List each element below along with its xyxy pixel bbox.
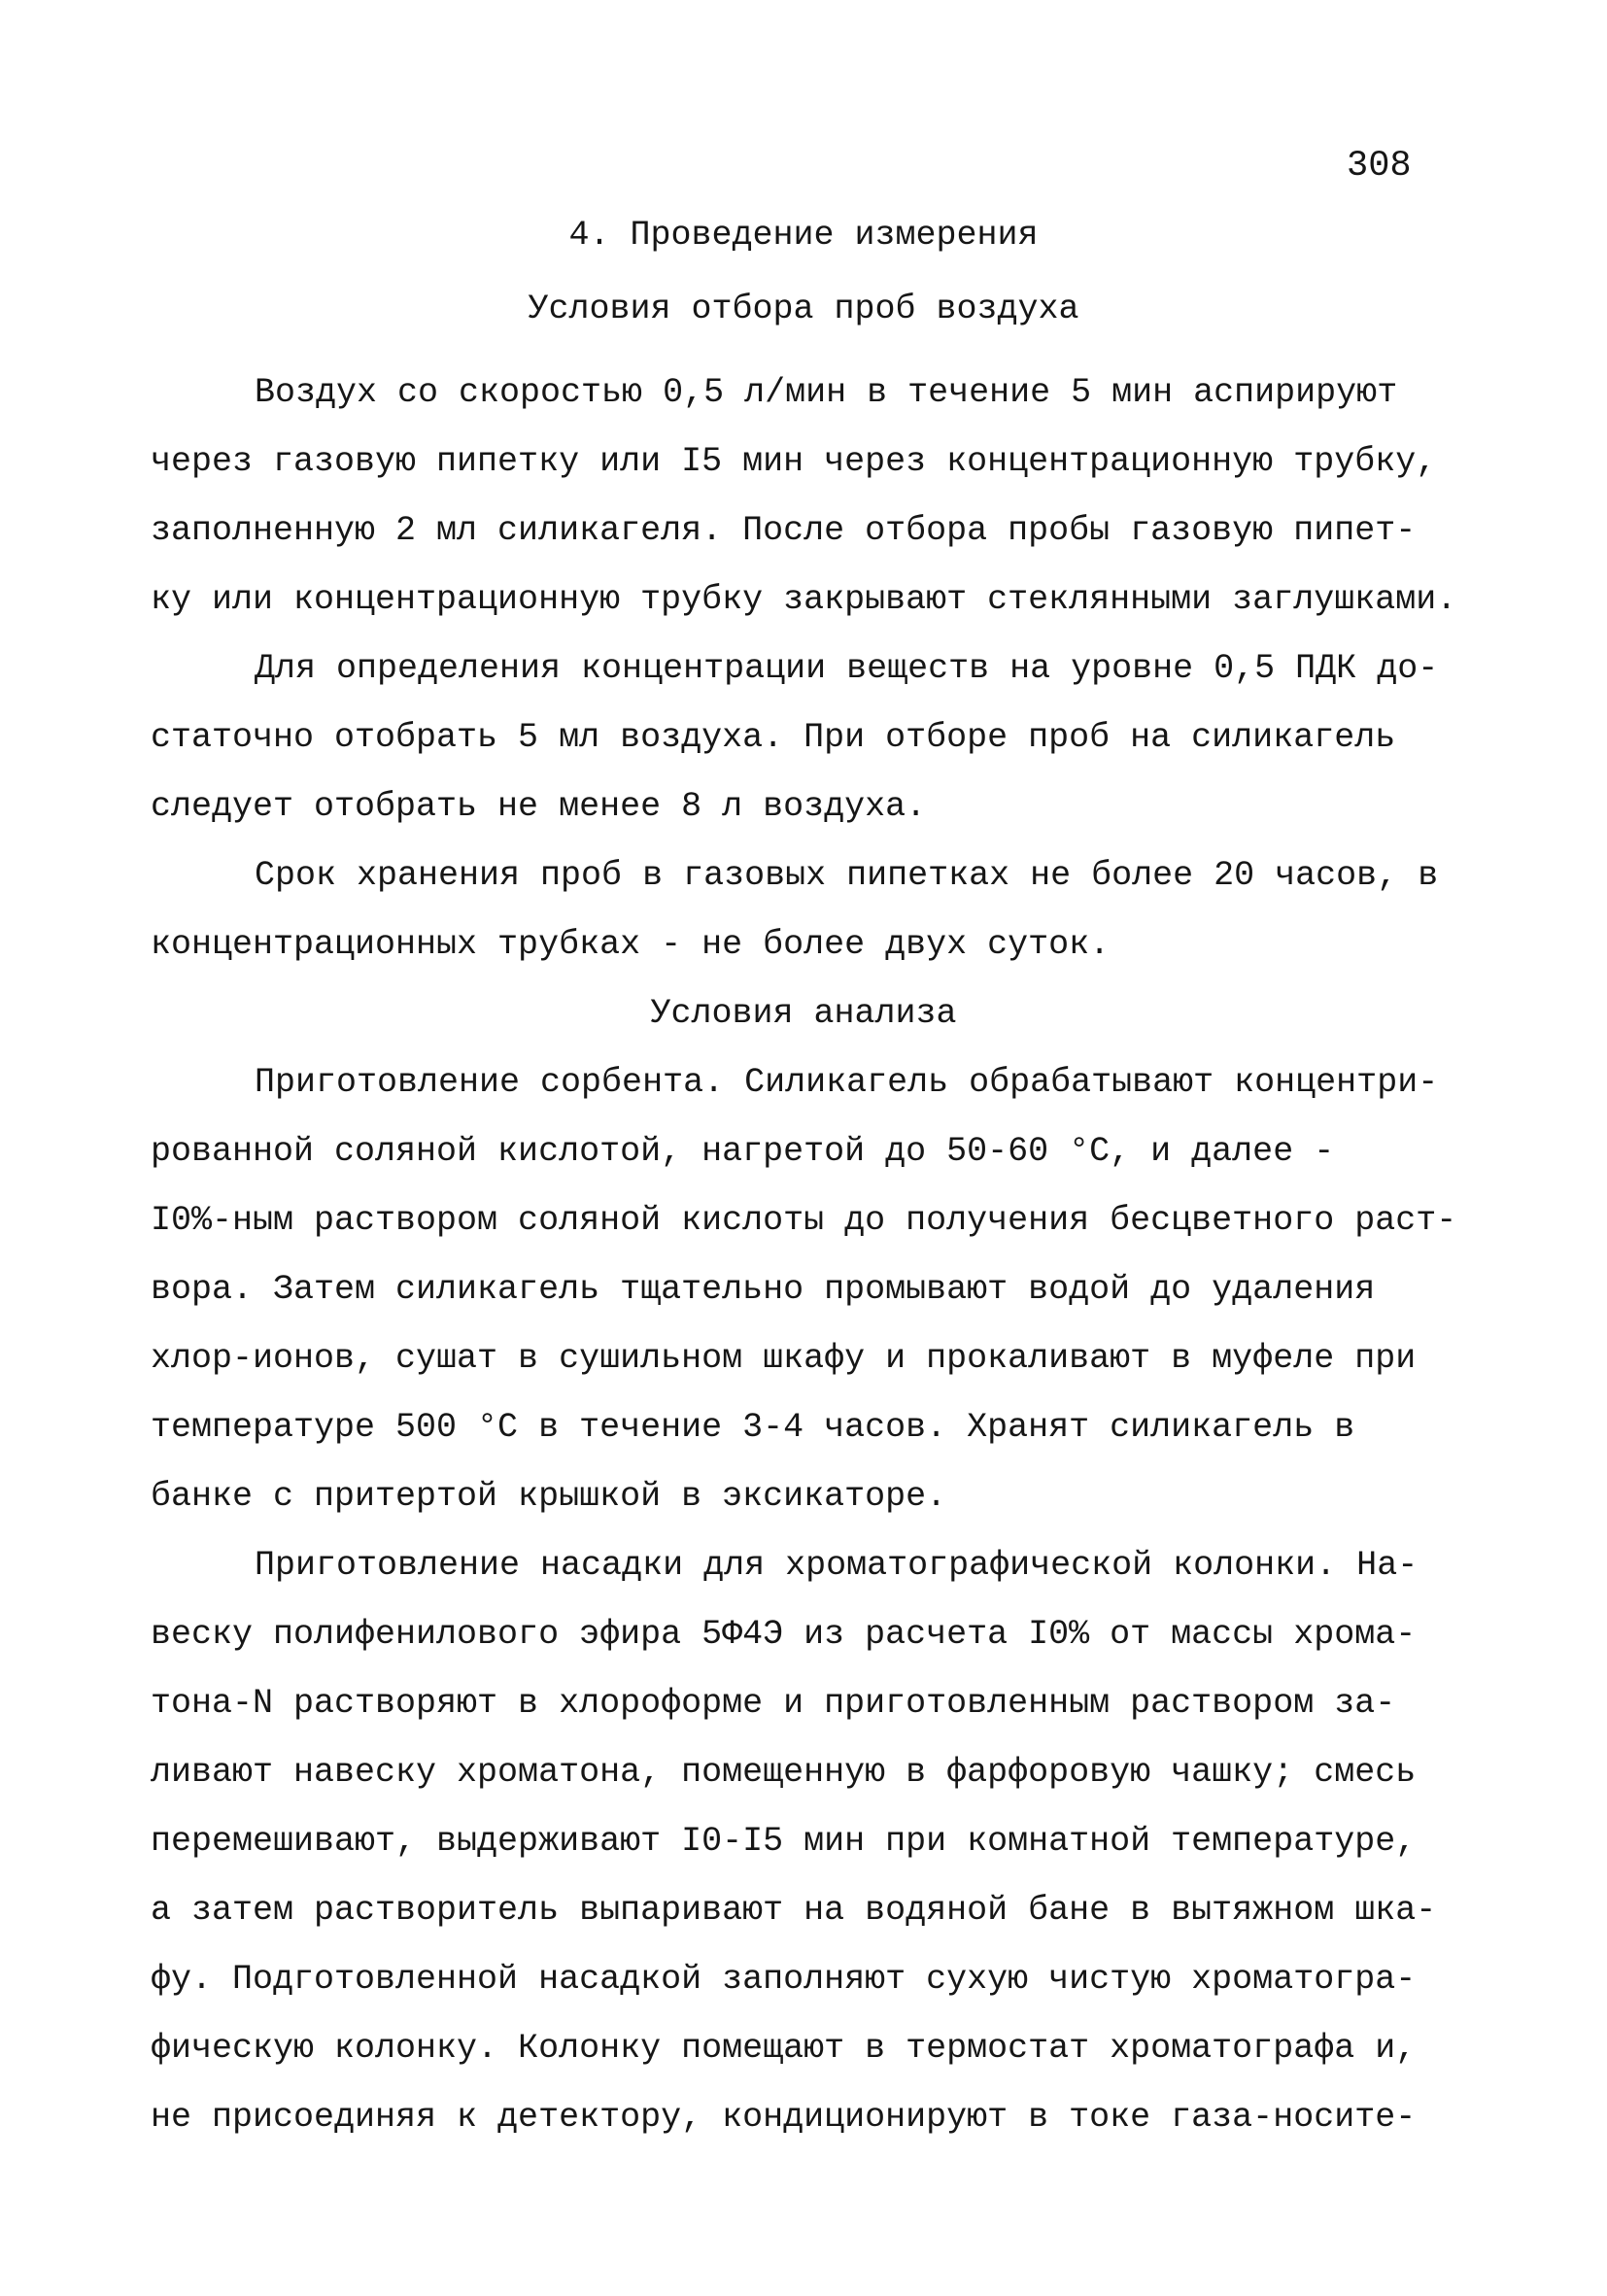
text-line: Срок хранения проб в газовых пипетках не более 20 часов, в (255, 856, 1439, 895)
text-line: следует отобрать не менее 8 л воздуха. (151, 787, 927, 826)
text-line: концентрационных трубках - не более двух суток. (151, 925, 1111, 964)
text-line: I0%-ным раствором соляной кислоты до получения бесцветного раст- (151, 1201, 1457, 1240)
text-line: статочно отобрать 5 мл воздуха. При отборе проб на силикагель (151, 718, 1396, 757)
text-line: Воздух со скоростью 0,5 л/мин в течение 5 мин аспирируют (255, 373, 1398, 412)
section-title: 4. Проведение измерения (568, 216, 1039, 255)
text-line: заполненную 2 мл силикагеля. После отбора пробы газовую пипет- (151, 511, 1417, 550)
text-line: ку или концентрационную трубку закрывают стеклянными заглушками. (151, 580, 1457, 619)
text-line: не присоединяя к детектору, кондиционируют в токе газа-носите- (151, 2098, 1417, 2137)
text-line: а затем растворитель выпаривают на водяной бане в вытяжном шка- (151, 1891, 1437, 1930)
text-line: Приготовление сорбента. Силикагель обрабатывают концентри- (255, 1063, 1439, 1102)
text-line: тона-N растворяют в хлороформе и приготовленным раствором за- (151, 1684, 1396, 1723)
text-line: Приготовление насадки для хроматографической колонки. На- (255, 1546, 1419, 1585)
text-line: температуре 500 °С в течение 3-4 часов. Хранят силикагель в (151, 1408, 1355, 1447)
page-number: 308 (1347, 146, 1412, 187)
text-line: ливают навеску хроматона, помещенную в фарфоровую чашку; смесь (151, 1753, 1417, 1792)
text-line: рованной соляной кислотой, нагретой до 50-60 °С, и далее - (151, 1132, 1335, 1171)
text-line: перемешивают, выдерживают I0-I5 мин при комнатной температуре, (151, 1822, 1417, 1861)
text-line: хлор-ионов, сушат в сушильном шкафу и прокаливают в муфеле при (151, 1339, 1417, 1378)
subsection-title-analysis: Условия анализа (650, 994, 957, 1033)
text-line: Для определения концентрации веществ на уровне 0,5 ПДК до- (255, 649, 1439, 688)
text-line: вора. Затем силикагель тщательно промывают водой до удаления (151, 1270, 1376, 1309)
text-line: через газовую пипетку или I5 мин через концентрационную трубку, (151, 442, 1437, 481)
text-line: банке с притертой крышкой в эксикаторе. (151, 1477, 947, 1516)
subsection-title-sampling: Условия отбора проб воздуха (528, 290, 1079, 328)
text-line: фу. Подготовленной насадкой заполняют сухую чистую хроматогра- (151, 1960, 1417, 1999)
text-line: фическую колонку. Колонку помещают в термостат хроматографа и, (151, 2029, 1417, 2068)
text-line: веску полифенилового эфира 5Ф4Э из расчета I0% от массы хрома- (151, 1615, 1417, 1654)
